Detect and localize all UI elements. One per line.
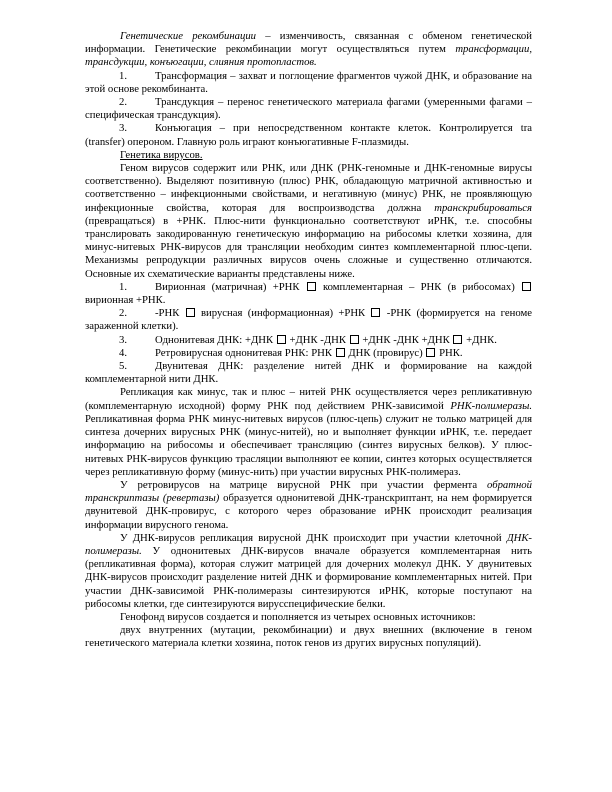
list-item: 1. Трансформация – захват и поглощение фрагментов чужой ДНК, и образование на этой основе рекомбинанта. [85, 69, 532, 95]
arrow-glyph-icon [453, 335, 462, 344]
term-dna-polymerase: ДНК-полимеразы. [85, 531, 532, 557]
arrow-glyph-icon [336, 348, 345, 357]
dna-virus-paragraph: У ДНК-вирусов репликация вирусной ДНК происходит при участии клеточной ДНК-полимеразы. У однонитевых ДНК-вирусов вначале образуется комплементарная нить (репликативная форма), которая служит матрицей для дочерних молекул ДНК. У двунитевых ДНК-вирусов происходит разделение нитей ДНК и формирование комплементарных нитей. При участии ДНК-зависимой РНК-полимеразы синтезируются иРНК, которые поступают на рибосомы клетки, где синтезируются вирусспецифические белки. [85, 531, 532, 610]
variant-item: 3. Однонитевая ДНК: +ДНК +ДНК -ДНК +ДНК -ДНК +ДНК +ДНК. [119, 333, 497, 346]
arrow-glyph-icon [307, 282, 316, 291]
variant-item: 2. -РНК вирусная (информационная) +РНК -РНК (формируется на геноме зараженной клетки). [85, 307, 532, 333]
genome-paragraph: Геном вирусов содержит или РНК, или ДНК (РНК-геномные и ДНК-геномные вирусы соответственно). Выделяют позитивную (плюс) РНК, обладающую матричной активностью и соответственно – инфекционными свойствами, и негативную (минус) РНК, не проявляющую инфекционные свойства, которая для воспроизводства должна транскрибироваться (превращаться) в +РНК. Плюс-нити функционально соответствуют иРНК, т.е. способны транслировать закодированную генетическую информацию на рибосомы клетки хозяина, для минус-нитевых РНК-вирусов для трансляции необходим синтез комплементарной плюс-цепи. Механизмы репродукции различных вирусов очень сложные и существенно отличаются. Основные их схематические варианты представлены ниже. [85, 162, 532, 280]
variant-item: 5. Двунитевая ДНК: разделение нитей ДНК и формирование на каждой комплементарной нити ДНК. [85, 360, 532, 386]
term-transcribe: транскрибироваться [434, 201, 532, 214]
arrow-glyph-icon [186, 308, 195, 317]
list-item: 3. Конъюгация – при непосредственном контакте клеток. Контролируется tra (transfer) опероном. Главную роль играют конъюгативные F-плазмиды. [85, 122, 532, 148]
term-reverse-transcriptase: обратной транскриптазы (ревертазы) [85, 478, 532, 505]
term-recombination: Генетические рекомбинации [120, 30, 257, 42]
genofond-paragraph: Генофонд вирусов создается и пополняется из четырех основных источников: [120, 610, 476, 623]
arrow-glyph-icon [426, 348, 435, 357]
list-item: 2. Трансдукция – перенос генетического материала фагами (умеренными фагами – специфическая трансдукция). [85, 96, 532, 122]
variant-item: 1. Вирионная (матричная) +РНК комплементарная – РНК (в рибосомах) вирионная +РНК. [85, 281, 532, 307]
retrovirus-paragraph: У ретровирусов на матрице вирусной РНК при участии фермента обратной транскриптазы (ревертазы) образуется однонитевой ДНК-транскриптант, на нем формируется двунитевой ДНК-провирус, с которого через образование иРНК происходит реализация информации вирусного генома. [85, 478, 532, 531]
arrow-glyph-icon [371, 308, 380, 317]
arrow-glyph-icon [350, 335, 359, 344]
term-methods: трансформации, трансдукции, конъюгации, слияния протопластов. [85, 43, 532, 69]
arrow-glyph-icon [277, 335, 286, 344]
replication-paragraph: Репликация как минус, так и плюс – нитей РНК осуществляется через репликативную (комплементарную исходной) форму РНК под действием РНК-зависимой РНК-полимеразы. Репликативная форма РНК минус-нитевых вирусов (плюс-цепь) служит не только матрицей для синтеза дочерних вирусных РНК (минус-нитей), но и выполняет функции иРНК, т.е. передает информацию на рибосомы и обеспечивает трансляцию (синтез вирусных белков). У плюс-нитевых РНК-вирусов функцию трасляции выполняют ее копии, синтез которых осуществляется через репликативную форму (минус-нить) при участии вирусных РНК-полимераз. [85, 386, 532, 478]
variant-item: 4. Ретровирусная однонитевая РНК: РНК ДНК (провирус) РНК. [119, 346, 463, 359]
term-rna-polymerase: РНК-полимеразы. [450, 399, 532, 412]
arrow-glyph-icon [522, 282, 531, 291]
section-heading: Генетика вирусов. [120, 148, 203, 161]
intro-paragraph: Генетические рекомбинации – изменчивость, связанная с обменом генетической информации. Генетические рекомбинации могут осуществляться путем трансформации, трансдукции, конъюгации, слияния протопластов. [85, 30, 532, 69]
sources-paragraph: двух внутренних (мутации, рекомбинации) и двух внешних (включение в геном генетического материала клетки хозяина, поток генов из других вирусных популяций). [85, 624, 532, 650]
